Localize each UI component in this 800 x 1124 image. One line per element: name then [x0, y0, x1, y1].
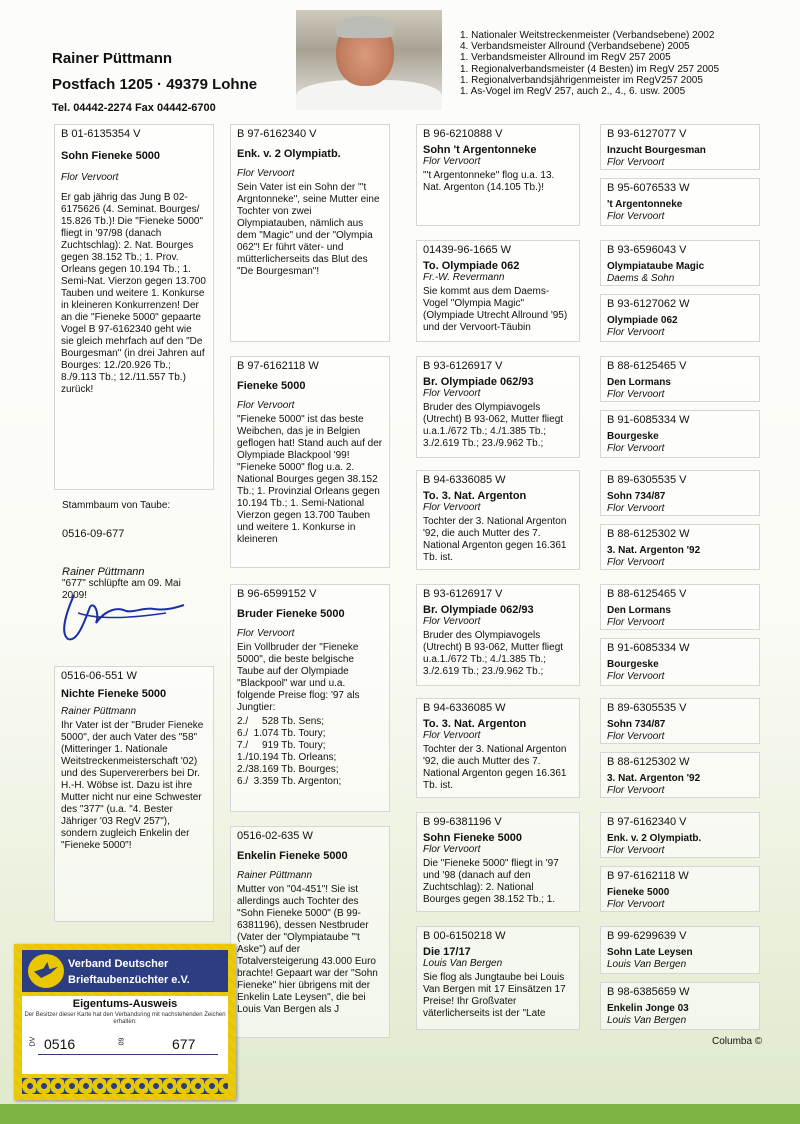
- ggparent-box: [416, 926, 580, 1030]
- ring-number: B 88-6125465 V: [607, 588, 687, 600]
- description: Tochter der 3. National Argenton '92, die auch Mutter des 7. National Argenton gegen 16.361 Tb. ist.: [423, 744, 567, 791]
- pigeon-name: To. 3. Nat. Argenton: [423, 718, 527, 730]
- ring-number: B 94-6336085 W: [423, 474, 506, 486]
- ring-number: B 96-6210888 V: [423, 128, 503, 140]
- gggparent-box: [600, 240, 760, 286]
- description: Bruder des Olympiavogels (Utrecht) B 93-062, Mutter fliegt u.a.1./672 Tb.; 4./1.385 Tb.; 3./2.619 Tb.; 23./9.962 Tb.;: [423, 630, 564, 677]
- ring-number: B 99-6381196 V: [423, 816, 502, 828]
- pigeon-name: Bruder Fieneke 5000: [237, 608, 345, 620]
- title-item: 1. Regionalverbandsmeister (4 Besten) im RegV 257 2005: [460, 63, 720, 75]
- prize-item: 6./ 3.359 Tb. Argenton;: [237, 776, 342, 787]
- pigeon-name: Sohn 734/87: [607, 491, 666, 502]
- signature: [56, 583, 188, 645]
- ring-number: B 91-6085334 W: [607, 414, 690, 426]
- title-item: 1. Regionalverbandsjährigenmeister im RegV257 2005: [460, 74, 703, 86]
- breeder-name: Flor Vervoort: [607, 327, 665, 338]
- description: Sein Vater ist ein Sohn der "'t Argntonneke", seine Mutter eine Tochter von zwei Olympiatauben, nämlich aus dem "Magic" und der "Olympia 062"! Er führt väter- und mütterlicherseits das Blut des "De Bourgesman"!: [237, 182, 380, 277]
- year-label: 09: [118, 1037, 126, 1046]
- grandparent-box: [230, 356, 390, 568]
- prize-item: 1./10.194 Tb. Orleans;: [237, 752, 337, 763]
- gggparent-box: [600, 294, 760, 342]
- description: Ihr Vater ist der "Bruder Fieneke 5000", der auch Vater des "58" (Mitteringer 1. Nationale Weitstreckenmeisterschaft '02) und des Supervererbers bei Dr. H.-H. Wöbse ist. Dazu ist ihre Mutter nicht nur eine Schwester des "377" (u.a. "4. Bester Jähriger '03 RegV 257"), sondern zugleich Enkelin der "Fieneke 5000"!: [61, 720, 204, 851]
- prize-item: 2./ 528 Tb. Sens;: [237, 716, 325, 727]
- breeder-name: Flor Vervoort: [423, 730, 481, 741]
- ring-number: B 93-6126917 V: [423, 360, 503, 372]
- breeder-name: Louis Van Bergen: [423, 958, 503, 969]
- breeder-name: Flor Vervoort: [423, 844, 481, 855]
- divider: [38, 1054, 218, 1055]
- pigeon-name: Den Lormans: [607, 605, 671, 616]
- pigeon-breeder: Rainer Püttmann: [62, 566, 145, 578]
- pigeon-name: Olympiade 062: [607, 315, 678, 326]
- ring-number: B 97-6162118 W: [607, 870, 689, 882]
- ring-number: B 99-6299639 V: [607, 930, 687, 942]
- dam-box: [54, 666, 214, 922]
- ring-number: B 98-6385659 W: [607, 986, 690, 998]
- ring-number: 0516-06-551 W: [61, 670, 137, 682]
- pigeon-logo-icon: [28, 954, 64, 988]
- title-item: 1. Verbandsmeister Allround im RegV 257 2005: [460, 52, 671, 64]
- ring-serial: 677: [172, 1036, 196, 1052]
- pigeon-name: Bourgeske: [607, 659, 659, 670]
- pigeon-name: 3. Nat. Argenton '92: [607, 545, 701, 556]
- titles-list: [460, 30, 719, 97]
- grandparent-box: [230, 826, 390, 1038]
- breeder-name: Louis Van Bergen: [607, 959, 687, 970]
- card-pattern: [22, 1078, 228, 1094]
- owner-address: Postfach 1205 · 49379 Lohne: [52, 76, 258, 93]
- ring-number: B 96-6599152 V: [237, 588, 317, 600]
- ring-number: B 93-6596043 V: [607, 244, 687, 256]
- ggparent-box: [416, 124, 580, 226]
- prize-list: [237, 716, 383, 788]
- description: Sie flog als Jungtaube bei Louis Van Bergen mit 17 Einsätzen 17 Preise! Ihr Großvater väterlicherseits ist der "Late: [423, 972, 566, 1019]
- ggparent-box: [416, 698, 580, 798]
- card-org-line2: Brieftaubenzüchter e.V.: [68, 974, 190, 986]
- gggparent-box: [600, 178, 760, 226]
- breeder-name: Flor Vervoort: [607, 157, 665, 168]
- title-item: 4. Verbandsmeister Allround (Verbandsebene) 2005: [460, 41, 690, 53]
- breeder-name: Flor Vervoort: [237, 168, 295, 179]
- breeder-name: Flor Vervoort: [423, 502, 481, 513]
- ggparent-box: [416, 240, 580, 342]
- grandparent-box: [230, 124, 390, 342]
- pedigree-label: Stammbaum von Taube:: [62, 500, 171, 511]
- pigeon-name: Nichte Fieneke 5000: [61, 688, 167, 700]
- hatch-note: "677" schlüpfte am 09. Mai 2009!: [62, 578, 181, 601]
- ggparent-box: [416, 584, 580, 686]
- breeder-name: Flor Vervoort: [607, 443, 665, 454]
- ring-number: B 88-6125302 W: [607, 756, 690, 768]
- description: Die "Fieneke 5000" fliegt in '97 und '98 (danach auf den Zuchtschlag): 2. National Bourges gegen 38.152 Tb.; 1.: [423, 858, 559, 905]
- pigeon-name: Den Lormans: [607, 377, 671, 388]
- ring-number: B 89-6305535 V: [607, 702, 687, 714]
- title-item: 1. As-Vogel im RegV 257, auch 2., 4., 6. usw. 2005: [460, 86, 686, 98]
- breeder-name: Rainer Püttmann: [61, 706, 137, 717]
- ring-number: B 93-6126917 V: [423, 588, 503, 600]
- description: Sie kommt aus dem Daems-Vogel "Olympia Magic" (Olympiade Utrecht Allround '95) und der Vervoort-Täubin: [423, 286, 568, 333]
- gggparent-box: [600, 812, 760, 858]
- breeder-name: Flor Vervoort: [607, 845, 665, 856]
- pigeon-name: Die 17/17: [423, 946, 471, 958]
- breeder-name: Flor Vervoort: [607, 211, 665, 222]
- dv-label: DV: [29, 1036, 37, 1047]
- breeder-name: Louis Van Bergen: [607, 1015, 687, 1026]
- ggparent-box: [416, 470, 580, 570]
- card-title: Eigentums-Ausweis: [72, 998, 178, 1010]
- card-note: Der Besitzer dieser Karte hat den Verbandsring mit nachstehenden Zeichen erhalten:: [24, 1012, 226, 1025]
- pigeon-name: 3. Nat. Argenton '92: [607, 773, 701, 784]
- breeder-name: Flor Vervoort: [423, 388, 481, 399]
- pigeon-name: Br. Olympiade 062/93: [423, 376, 534, 388]
- club-number: 0516: [44, 1036, 76, 1052]
- card-body: [22, 996, 228, 1074]
- pigeon-name: Sohn Fieneke 5000: [423, 832, 523, 844]
- ring-number: 0516-02-635 W: [237, 830, 313, 842]
- ring-number: B 00-6150218 W: [423, 930, 506, 942]
- breeder-name: Flor Vervoort: [607, 617, 665, 628]
- breeder-name: Rainer Püttmann: [237, 870, 313, 881]
- pigeon-ring: 0516-09-677: [62, 528, 125, 540]
- pigeon-name: Enk. v. 2 Olympiatb.: [237, 148, 341, 160]
- breeder-name: Flor Vervoort: [237, 628, 295, 639]
- card-header: [22, 950, 228, 992]
- ggparent-box: [416, 356, 580, 458]
- pigeon-name: Sohn Fieneke 5000: [61, 150, 161, 162]
- breeder-name: Flor Vervoort: [607, 503, 665, 514]
- description: Mutter von "04-451"! Sie ist allerdings auch Tochter des "Sohn Fieneke 5000" (B 99-6381196), dessen Nestbruder (Vater der "Olympiataube "'t Aske") auf der Totalversteigerung 43.000 Euro brachte! Gepaart war der "Sohn Fieneke" hier übrigens mit der Enkelin Late Leysen", die bei Louis Van Bergen als J: [237, 884, 378, 1015]
- breeder-name: Flor Vervoort: [237, 400, 295, 411]
- ring-number: B 94-6336085 W: [423, 702, 506, 714]
- breeder-name: Flor Vervoort: [61, 172, 119, 183]
- pigeon-name: Fieneke 5000: [237, 380, 306, 392]
- ring-number: B 93-6127077 V: [607, 128, 687, 140]
- description: Ein Vollbruder der "Fieneke 5000", die beste belgische Taube auf der Olympiade "Blackpool" war und u.a. folgende Preise flog: '97 als Jungtier:: [237, 642, 360, 713]
- breeder-name: Flor Vervoort: [607, 389, 665, 400]
- gggparent-box: [600, 926, 760, 974]
- breeder-name: Flor Vervoort: [423, 156, 481, 167]
- gggparent-box: [600, 752, 760, 798]
- breeder-name: Daems & Sohn: [607, 273, 675, 284]
- footer-band: [0, 1104, 800, 1124]
- owner-name: Rainer Püttmann: [52, 50, 173, 67]
- ring-number: B 01-6135354 V: [61, 128, 141, 140]
- pigeon-name: Fieneke 5000: [607, 887, 670, 898]
- description: Er gab jährig das Jung B 02-6175626 (4. Seminat. Bourges/ 15.826 Tb.)! Die "Fieneke 5000" fliegt in '97/98 (danach Zuchtschlag): 2. Nat. Bourges gegen 38.152 Tb.; 1. Prov. Orleans gegen 10.194 Tb.; 1. Semi-Nat. Vierzon gegen 13.700 Tauben und weitere 1. Konkurse in kleineren Konkurrenzen! Der an die "Fieneke 5000" gepaarte Vogel B 97-6162340 geht wie sie gleich mehrfach auf den "De Bourgesman" (in drei Jahren auf Bourges: 12./20.926 Tb.; 8./9.113 Tb.; 12./11.557 Tb.) zurück!: [61, 192, 206, 395]
- breeder-name: Flor Vervoort: [607, 785, 665, 796]
- pigeon-name: Br. Olympiade 062/93: [423, 604, 534, 616]
- gggparent-box: [600, 584, 760, 630]
- gggparent-box: [600, 124, 760, 170]
- prize-item: 6./ 1.074 Tb. Toury;: [237, 728, 326, 739]
- grandparent-box: [230, 584, 390, 812]
- prize-item: 2./38.169 Tb. Bourges;: [237, 764, 339, 775]
- breeder-name: Flor Vervoort: [607, 671, 665, 682]
- breeder-name: Flor Vervoort: [607, 899, 665, 910]
- pigeon-name: Sohn 734/87: [607, 719, 666, 730]
- gggparent-box: [600, 698, 760, 744]
- description: Tochter der 3. National Argenton '92, die auch Mutter des 7. National Argenton gegen 16.361 Tb. ist.: [423, 516, 567, 563]
- card-org-line1: Verband Deutscher: [68, 958, 169, 970]
- gggparent-box: [600, 470, 760, 516]
- gggparent-box: [600, 866, 760, 912]
- gggparent-box: [600, 410, 760, 458]
- pigeon-name: To. 3. Nat. Argenton: [423, 490, 527, 502]
- title-item: 1. Nationaler Weitstreckenmeister (Verbandsebene) 2002: [460, 30, 715, 41]
- gggparent-box: [600, 982, 760, 1030]
- sire-box: [54, 124, 214, 490]
- breeder-name: Flor Vervoort: [423, 616, 481, 627]
- ring-number: B 97-6162340 V: [237, 128, 317, 140]
- breeder-name: Flor Vervoort: [607, 731, 665, 742]
- description: Bruder des Olympiavogels (Utrecht) B 93-062, Mutter fliegt u.a.1./672 Tb.; 4./1.385 Tb.; 3./2.619 Tb.; 23./9.962 Tb.;: [423, 402, 564, 449]
- ring-number: B 97-6162340 V: [607, 816, 687, 828]
- breeder-name: Fr.-W. Revermann: [423, 272, 505, 283]
- owner-photo: [296, 10, 442, 110]
- breeder-name: Flor Vervoort: [607, 557, 665, 568]
- ggparent-box: [416, 812, 580, 912]
- ring-number: B 88-6125302 W: [607, 528, 690, 540]
- copyright: Columba ©: [712, 1036, 763, 1047]
- prize-item: 7./ 919 Tb. Toury;: [237, 740, 326, 751]
- gggparent-box: [600, 524, 760, 570]
- ring-number: 01439-96-1665 W: [423, 244, 512, 256]
- ownership-card: [14, 944, 236, 1100]
- ring-number: B 93-6127062 W: [607, 298, 690, 310]
- description: "Fieneke 5000" ist das beste Weibchen, das je in Belgien geflogen hat! Stand auch auf der Olympiade Blackpool '99! "Fieneke 5000" flog u.a. 2. National Bourges gegen 38.152 Tb.; 1. Provinzial Orleans gegen 10.194 Tb.; 1. Semi-National Vierzon gegen 13.700 Tauben und weitere 1. Konkurse in kleineren: [237, 414, 383, 545]
- pigeon-name: Enk. v. 2 Olympiatb.: [607, 833, 702, 844]
- gggparent-box: [600, 356, 760, 402]
- ring-number: B 97-6162118 W: [237, 360, 319, 372]
- ring-number: B 95-6076533 W: [607, 182, 690, 194]
- pigeon-name: Inzucht Bourgesman: [607, 145, 706, 156]
- pigeon-name: Enkelin Fieneke 5000: [237, 850, 348, 862]
- pigeon-name: To. Olympiade 062: [423, 260, 520, 272]
- pigeon-name: Bourgeske: [607, 431, 659, 442]
- pigeon-name: Olympiataube Magic: [607, 261, 705, 272]
- ring-number: B 89-6305535 V: [607, 474, 687, 486]
- pigeon-name: Enkelin Jonge 03: [607, 1003, 689, 1014]
- card-ring-fields: [26, 1032, 224, 1058]
- owner-phone: Tel. 04442-2274 Fax 04442-6700: [52, 102, 216, 114]
- description: "'t Argentonneke" flog u.a. 13. Nat. Argenton (14.105 Tb.)!: [423, 170, 555, 193]
- gggparent-box: [600, 638, 760, 686]
- ring-number: B 91-6085334 W: [607, 642, 690, 654]
- pigeon-name: Sohn 't Argentonneke: [423, 144, 537, 156]
- pigeon-name: Sohn Late Leysen: [607, 947, 693, 958]
- ring-number: B 88-6125465 V: [607, 360, 687, 372]
- pigeon-name: 't Argentonneke: [607, 199, 683, 210]
